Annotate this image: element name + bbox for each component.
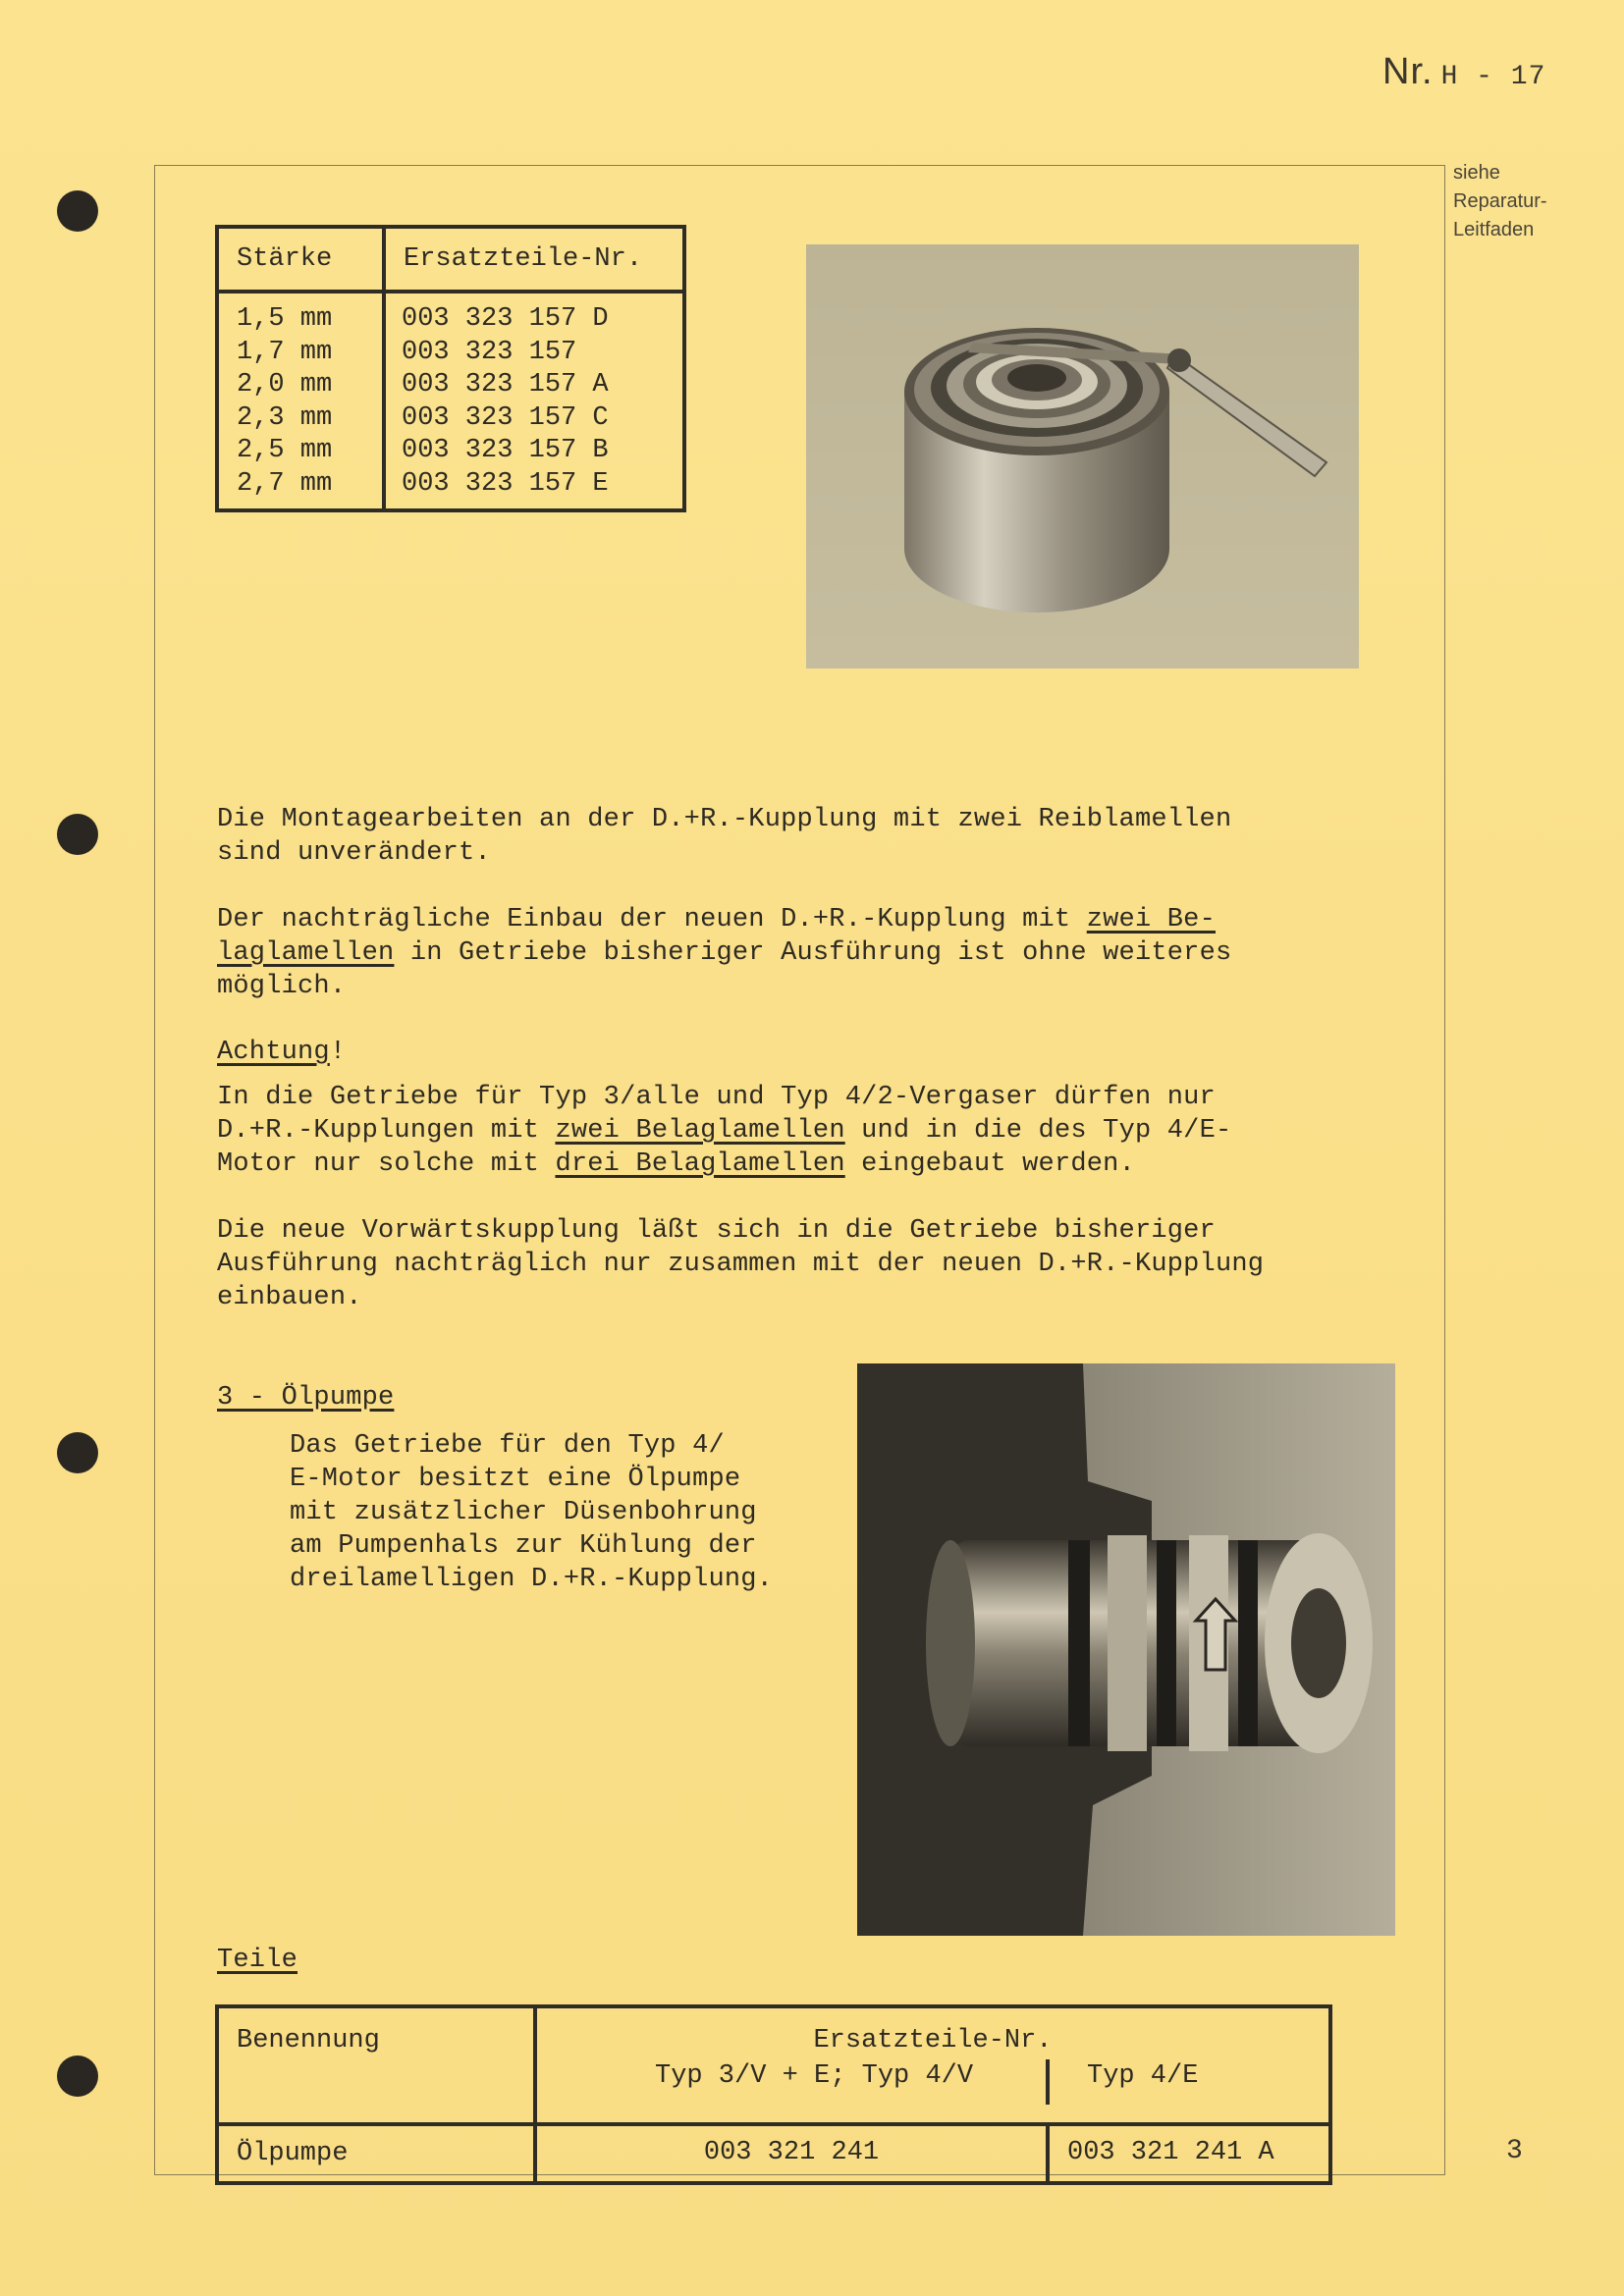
text-line: mit zusätzlicher Düsenbohrung	[290, 1498, 757, 1527]
text-line: E-Motor besitzt eine Ölpumpe	[290, 1465, 741, 1494]
table-header-ersatzteile-group	[535, 2006, 1330, 2124]
text-run: Motor nur solche mit	[217, 1149, 556, 1179]
nr-value: H - 17	[1440, 62, 1546, 92]
paragraph-einbau	[217, 903, 1231, 1003]
table-header-staerke: Stärke	[217, 227, 384, 292]
staerke-value: 2,7 mm	[237, 468, 333, 499]
typ-b-header: Typ 4/E	[1087, 2061, 1199, 2091]
row-block	[537, 2126, 1328, 2181]
oelpumpe-heading	[217, 1381, 394, 1415]
achtung-label: Achtung	[217, 1038, 330, 1067]
text-line	[217, 903, 1231, 936]
binder-hole	[57, 2056, 98, 2097]
binder-hole	[57, 190, 98, 232]
text-line: einbauen.	[217, 1283, 362, 1312]
text-line: Die Montagearbeiten an der D.+R.-Kupplung mit zwei Reiblamellen	[217, 805, 1232, 834]
text-line: Das Getriebe für den Typ 4/	[290, 1431, 725, 1461]
teile-heading	[217, 1944, 298, 1977]
staerke-value: 2,3 mm	[237, 402, 333, 433]
underlined-text: zwei Be-	[1086, 905, 1216, 934]
part-number: 003 323 157 C	[402, 402, 609, 433]
underlined-text: laglamellen	[217, 938, 395, 968]
section-heading: 3 - Ölpumpe	[217, 1383, 395, 1413]
text-line: Ausführung nachträglich nur zusammen mit der neuen D.+R.-Kupplung	[217, 1250, 1265, 1279]
text-line: Die neue Vorwärtskupplung läßt sich in die Getriebe bisheriger	[217, 1216, 1216, 1246]
side-note-line: Leitfaden	[1453, 219, 1535, 240]
document-number	[1382, 51, 1545, 93]
side-note-line: Reparatur-	[1453, 190, 1547, 212]
paragraph-oelpumpe	[290, 1429, 773, 1596]
table-header-ersatzteile: Ersatzteile-Nr.	[384, 227, 684, 292]
binder-hole	[57, 814, 98, 855]
text-line: am Pumpenhals zur Kühlung der	[290, 1531, 757, 1561]
text-line: möglich.	[217, 972, 347, 1001]
text-line: In die Getriebe für Typ 3/alle und Typ 4/2-Vergaser dürfen nur	[217, 1083, 1216, 1112]
part-number: 003 323 157 D	[402, 304, 609, 334]
clutch-illustration	[806, 244, 1359, 668]
part-number: 003 323 157 A	[402, 370, 609, 400]
paragraph-montage	[217, 803, 1231, 870]
text-run: in Getriebe bisheriger Ausführung ist ohne weiteres	[394, 938, 1232, 968]
staerke-column	[217, 292, 384, 510]
text-run: und in die des Typ 4/E-	[844, 1116, 1232, 1146]
teile-table	[215, 2004, 1332, 2185]
header-divider	[1046, 2059, 1050, 2105]
paragraph-vorwaertskupplung	[217, 1214, 1264, 1314]
underlined-text: drei Belaglamellen	[555, 1149, 845, 1179]
row-numbers	[535, 2124, 1330, 2183]
row-divider	[1046, 2126, 1050, 2181]
staerke-value: 2,5 mm	[237, 436, 333, 465]
text-run: D.+R.-Kupplungen mit	[217, 1116, 556, 1146]
achtung-heading	[217, 1036, 346, 1069]
text-run: eingebaut werden.	[844, 1149, 1135, 1179]
part-number-a: 003 321 241	[703, 2138, 880, 2167]
part-number: 003 323 157	[402, 337, 577, 367]
part-number-b: 003 321 241 A	[1067, 2138, 1274, 2167]
page-number: 3	[1506, 2136, 1523, 2166]
row-name: Ölpumpe	[217, 2124, 535, 2183]
staerke-value: 1,5 mm	[237, 304, 333, 334]
binder-hole	[57, 1432, 98, 1473]
text-line: dreilamelligen D.+R.-Kupplung.	[290, 1565, 774, 1594]
staerke-value: 1,7 mm	[237, 337, 333, 367]
side-note	[1453, 159, 1600, 244]
text-line	[217, 936, 1231, 970]
clutch-photo	[806, 244, 1359, 668]
achtung-excl: !	[329, 1038, 347, 1067]
typ-a-header: Typ 3/V + E; Typ 4/V	[655, 2061, 974, 2091]
section-heading: Teile	[217, 1946, 298, 1975]
text-line	[217, 1114, 1231, 1148]
oil-pump-photo	[857, 1363, 1395, 1936]
header-block	[537, 2008, 1328, 2105]
part-number: 003 323 157 B	[402, 436, 609, 465]
part-number: 003 323 157 E	[402, 468, 609, 499]
side-note-line: siehe	[1453, 162, 1500, 184]
thickness-parts-table	[215, 225, 686, 512]
text-run: Der nachträgliche Einbau der neuen D.+R.-Kupplung mit	[217, 905, 1087, 934]
staerke-value: 2,0 mm	[237, 370, 333, 400]
table-header-benennung: Benennung	[217, 2006, 535, 2124]
paragraph-achtung	[217, 1081, 1231, 1181]
ersatzteile-header: Ersatzteile-Nr.	[813, 2026, 1053, 2056]
oil-pump-illustration	[857, 1363, 1395, 1936]
text-line: sind unverändert.	[217, 838, 491, 868]
underlined-text: zwei Belaglamellen	[555, 1116, 845, 1146]
nr-label: Nr.	[1382, 51, 1434, 92]
ersatzteile-column	[384, 292, 684, 510]
text-line	[217, 1148, 1231, 1181]
